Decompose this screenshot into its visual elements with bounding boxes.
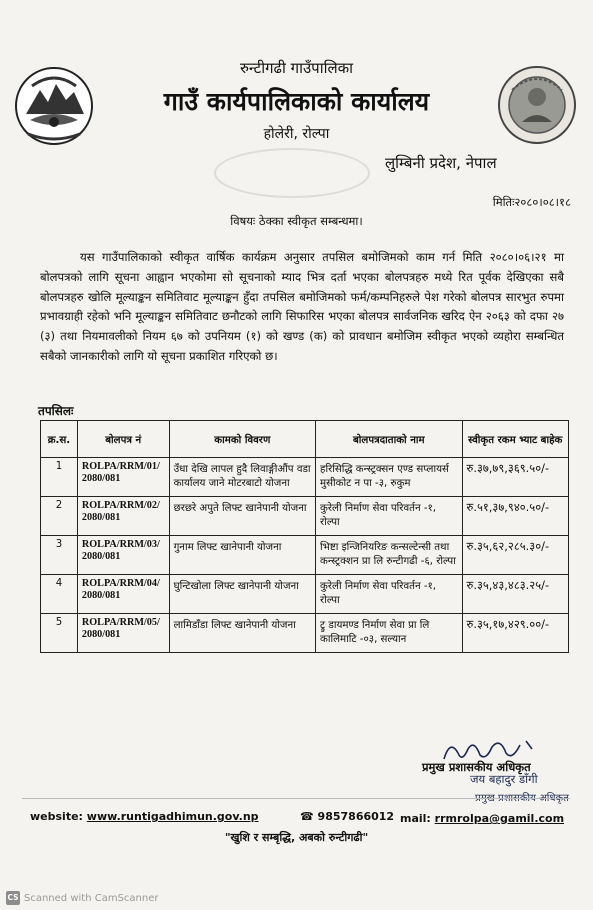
- notice-subject: विषयः ठेक्का स्वीकृत सम्बन्धमा।: [230, 214, 363, 228]
- cell-work: लामिडाँडा लिफ्ट खानेपानी योजना: [169, 614, 315, 653]
- header-sn: क्र.स.: [41, 421, 78, 458]
- table-row: [41, 497, 569, 536]
- cell-sn: 2: [41, 497, 78, 536]
- cell-amount: रु.५१,३७,९४०.५०/-: [462, 497, 568, 536]
- camscanner-icon: CS: [6, 891, 20, 905]
- footer-website: [30, 810, 259, 823]
- footer-divider: [22, 798, 570, 799]
- cell-sn: 3: [41, 536, 78, 575]
- cell-contractor: भिष्टा इन्जिनियरिङ कन्सल्टेन्सी तथा कन्स्ट्रक्शन प्रा लि रुन्टीगढी -६, रोल्पा: [316, 536, 462, 575]
- cell-sn: 4: [41, 575, 78, 614]
- signatory-title: प्रमुख प्रशासकीय अधिकृत: [422, 760, 531, 774]
- cell-work: गुनाम लिफ्ट खानेपानी योजना: [169, 536, 315, 575]
- mail-link[interactable]: rrmrolpa@gamil.com: [434, 812, 565, 825]
- province-name: लुम्बिनी प्रदेश, नेपाल: [385, 154, 497, 172]
- municipality-name: रुन्टीगढी गाउँपालिका: [239, 59, 354, 77]
- cell-amount: रु.३५,६२,२८५.३०/-: [462, 536, 568, 575]
- cell-amount: रु.३५,१७,४२९.००/-: [462, 614, 568, 653]
- cell-work: घुन्टिखोला लिफ्ट खानेपानी योजना: [169, 575, 315, 614]
- cell-amount: रु.३७,७९,३६९.५०/-: [462, 458, 568, 497]
- header-ref: बोलपत्र नं: [77, 421, 169, 458]
- header-work: कामको विवरण: [169, 421, 315, 458]
- cell-ref: ROLPA/RRM/05/ 2080/081: [77, 614, 169, 653]
- scanner-watermark: [6, 891, 159, 905]
- website-label: website:: [30, 810, 83, 823]
- footer-mail: [400, 812, 564, 825]
- signatory-stamp-name: जय बहादुर डाँगी: [470, 772, 538, 786]
- website-link[interactable]: www.runtigadhimun.gov.np: [86, 810, 259, 823]
- cell-ref: ROLPA/RRM/02/ 2080/081: [77, 497, 169, 536]
- table-row: [41, 575, 569, 614]
- contracts-table: [40, 420, 569, 653]
- signatory-stamp-title: प्रमुख प्रशासकीय अधिकृत: [475, 793, 569, 804]
- cell-contractor: हरिसिद्धि कन्स्ट्रक्सन एण्ड सप्लायर्स मुसीकोट न पा -३, रुकुम: [316, 458, 462, 497]
- cell-work: छरछरे अपुते लिफ्ट खानेपानी योजना: [169, 497, 315, 536]
- cell-sn: 1: [41, 458, 78, 497]
- mail-label: mail:: [400, 812, 431, 825]
- table-row: [41, 536, 569, 575]
- phone-icon: ☎: [300, 810, 314, 823]
- faded-stamp: [214, 148, 370, 198]
- cell-amount: रु.३५,४३,४८३.२५/-: [462, 575, 568, 614]
- phone-number: 9857866012: [317, 810, 395, 823]
- cell-ref: ROLPA/RRM/03/ 2080/081: [77, 536, 169, 575]
- cell-contractor: कुरेली निर्माण सेवा परिवर्तन -१, रोल्पा: [316, 575, 462, 614]
- office-location: होलेरी, रोल्पा: [263, 126, 330, 142]
- footer-phone: [300, 810, 394, 823]
- notice-body: यस गाउँपालिकाको स्वीकृत वार्षिक कार्यक्रम अनुसार तपसिल बमोजिमको काम गर्न मिति २०८०।०६।२१ मा बोलपत्रको लागि सूचना आह्वान भएकोमा सो सूचनाको म्याद भित्र दर्ता भएका बोलपत्रहरु मध्ये रित पूर्वक देखिएका सबै बोलपत्रहरु खोलि मूल्याङ्कन समितिवाट मूल्याङ्कन हुँदा तपसिल बमोजिमको फर्म/कम्पनिहरुले पेश गरेको बोलपत्र सारभुत रुपमा प्रभावग्राही रहेको भनि मूल्याङ्कन समितिवाट छनौटको लागि सिफारिस भएका बोलपत्र सार्वजनिक खरिद ऐन २०६३ को दफा २७ (३) तथा नियमावलीको नियम ६७ को उपनियम (१) को खण्ड (क) को प्रावधान बमोजिम स्वीकृत भएको व्यहोरा सम्बन्धित सबैको जानकारीको लागि यो सूचना प्रकाशित गरिएको छ।: [40, 250, 564, 363]
- cell-work: उँधा देखि लापल हुदै लिवाङ्गीऔंप वडा कार्यालय जाने मोटरबाटो योजना: [169, 458, 315, 497]
- table-row: [41, 458, 569, 497]
- office-title: गाउँ कार्यपालिकाको कार्यालय: [163, 87, 430, 116]
- details-label: तपसिलः: [38, 404, 74, 418]
- cell-ref: ROLPA/RRM/04/ 2080/081: [77, 575, 169, 614]
- watermark-text: Scanned with CamScanner: [24, 892, 159, 904]
- table-row: [41, 614, 569, 653]
- cell-contractor: कुरेली निर्माण सेवा परिवर्तन -१, रोल्पा: [316, 497, 462, 536]
- cell-ref: ROLPA/RRM/01/ 2080/081: [77, 458, 169, 497]
- table-header-row: [41, 421, 569, 458]
- cell-contractor: ट्रु डायमण्ड निर्माण सेवा प्रा लि कालिमाटि -०३, सल्यान: [316, 614, 462, 653]
- header-amount: स्वीकृत रकम भ्याट बाहेक: [462, 421, 568, 458]
- footer-slogan: "खुशि र सम्बृद्धि, अबको रुन्टीगढी": [224, 831, 369, 844]
- notice-date: मितिः२०८०।०८।१८: [492, 195, 571, 209]
- header-contractor: बोलपत्रदाताको नाम: [316, 421, 462, 458]
- cell-sn: 5: [41, 614, 78, 653]
